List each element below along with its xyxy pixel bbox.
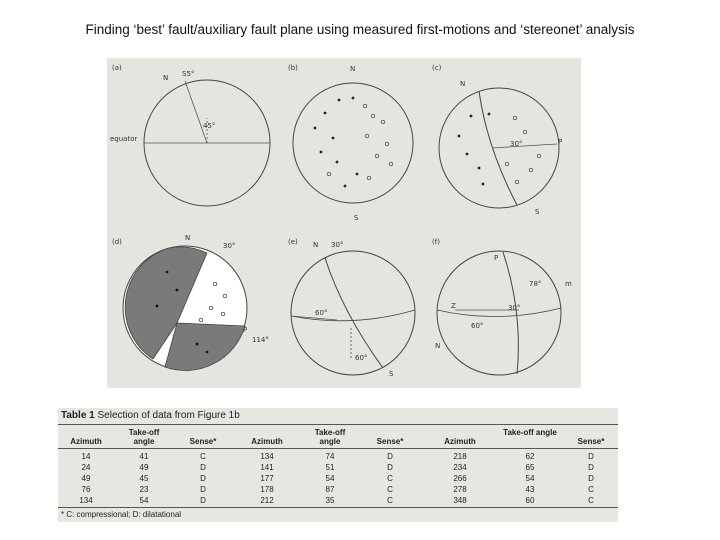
panel-e-angle3: 60° [355, 354, 368, 362]
table-header-rule [58, 448, 618, 449]
table-cell: 65 [525, 463, 535, 472]
table-cell: C [588, 496, 594, 505]
table-cell: C [200, 452, 206, 461]
table-cell: D [200, 496, 206, 505]
table-cell: 218 [453, 452, 467, 461]
table-cell: 76 [81, 485, 91, 494]
table-cell: 62 [525, 452, 535, 461]
panel-f-angle1: 78° [529, 280, 542, 288]
table-cell: C [387, 496, 393, 505]
panel-f-p: P [494, 254, 499, 262]
panel-a-north: N [163, 74, 169, 82]
table-cell: 60 [525, 496, 535, 505]
table-cell: 23 [139, 485, 149, 494]
stereonet-figure [107, 58, 581, 388]
table-caption-number: Table 1 [61, 410, 95, 421]
panel-f [432, 238, 572, 375]
panel-c-s: S [535, 208, 540, 216]
table-cell: 134 [79, 496, 93, 505]
panel-c-north: N [460, 80, 466, 88]
panel-e-angle2: 60° [315, 309, 328, 317]
stereonet-panels [107, 58, 581, 388]
table-cell: D [387, 463, 393, 472]
header-azimuth-3: Azimuth [444, 437, 476, 446]
table-caption-text: Selection of data from Figure 1b [97, 410, 240, 421]
table-cell: 234 [453, 463, 467, 472]
panel-b-south: S [354, 214, 359, 222]
first-motion-table [58, 408, 618, 522]
table-bottom-rule [58, 507, 618, 508]
panel-f-z: Z [451, 302, 456, 310]
header-sense-3: Sense* [577, 437, 605, 446]
panel-b-label: (b) [288, 64, 298, 72]
panel-c-angle: 30° [510, 140, 523, 148]
panel-a [110, 64, 270, 206]
table-cell: 54 [139, 496, 149, 505]
panel-f-n: N [435, 342, 441, 350]
slide-title: Finding ‘best’ fault/auxiliary fault plane using measured first-motions and ‘stereonet’ analysis [85, 22, 635, 37]
table-cell: 87 [325, 485, 335, 494]
panel-a-label: (a) [112, 64, 122, 72]
table-cell: 24 [81, 463, 91, 472]
table-cell: 134 [260, 452, 274, 461]
table-cell: D [588, 474, 594, 483]
table-cell: 266 [453, 474, 467, 483]
panel-d-north: N [185, 234, 191, 242]
panel-d-angle2: 114° [252, 336, 269, 344]
panel-b-north: N [350, 65, 356, 73]
header-azimuth-1: Azimuth [70, 437, 102, 446]
table-cell: 177 [260, 474, 274, 483]
table-cell: 49 [81, 474, 91, 483]
panel-c-label: (c) [432, 64, 442, 72]
table-cell: 45 [139, 474, 149, 483]
table-caption [61, 410, 240, 421]
header-takeoff-2: Take-off angle [314, 428, 346, 446]
table-footnote: * C: compressional; D: dilatational [61, 510, 182, 519]
table-cell: 43 [525, 485, 535, 494]
table-cell: 178 [260, 485, 274, 494]
panel-a-azimuth: S5° [182, 70, 195, 78]
panel-f-label: (f) [432, 238, 440, 246]
table-cell: 54 [525, 474, 535, 483]
table-cell: 51 [325, 463, 335, 472]
panel-b [288, 64, 413, 222]
panel-e-north: N [313, 241, 319, 249]
table-cell: 35 [325, 496, 335, 505]
panel-e-angle1: 30° [331, 241, 344, 249]
header-takeoff-3: Take-off angle [503, 428, 557, 437]
table-cell: D [200, 463, 206, 472]
table-cell: 54 [325, 474, 335, 483]
panel-d [112, 234, 269, 370]
header-sense-2: Sense* [376, 437, 404, 446]
panel-f-angle3: 60° [471, 322, 484, 330]
table-cell: 41 [139, 452, 149, 461]
panel-c [432, 64, 562, 216]
panel-a-dip: 45° [203, 122, 216, 130]
table-cell: 212 [260, 496, 274, 505]
panel-e-s: S [389, 370, 394, 378]
panel-f-m: m [565, 280, 572, 288]
panel-d-p: P [243, 326, 248, 334]
table-cell: D [588, 452, 594, 461]
table-top-rule [58, 424, 618, 425]
table-cell: D [588, 463, 594, 472]
table-cell: 14 [81, 452, 91, 461]
panel-a-equator: equator [110, 135, 138, 143]
table-cell: D [387, 452, 393, 461]
table-cell: 74 [325, 452, 335, 461]
table-cell: 278 [453, 485, 467, 494]
panel-e [288, 238, 415, 378]
header-azimuth-2: Azimuth [251, 437, 283, 446]
header-takeoff-1: Take-off angle [128, 428, 160, 446]
header-sense-1: Sense* [189, 437, 217, 446]
table-cell: C [588, 485, 594, 494]
table-cell: C [387, 474, 393, 483]
table-cell: 348 [453, 496, 467, 505]
table-cell: D [200, 474, 206, 483]
table-cell: C [387, 485, 393, 494]
table-cell: 49 [139, 463, 149, 472]
panel-d-angle1: 30° [223, 242, 236, 250]
table-cell: 141 [260, 463, 274, 472]
panel-d-label: (d) [112, 238, 122, 246]
panel-e-label: (e) [288, 238, 298, 246]
panel-f-angle2: 30° [508, 304, 521, 312]
table-cell: D [200, 485, 206, 494]
panel-c-p: P [558, 138, 563, 146]
